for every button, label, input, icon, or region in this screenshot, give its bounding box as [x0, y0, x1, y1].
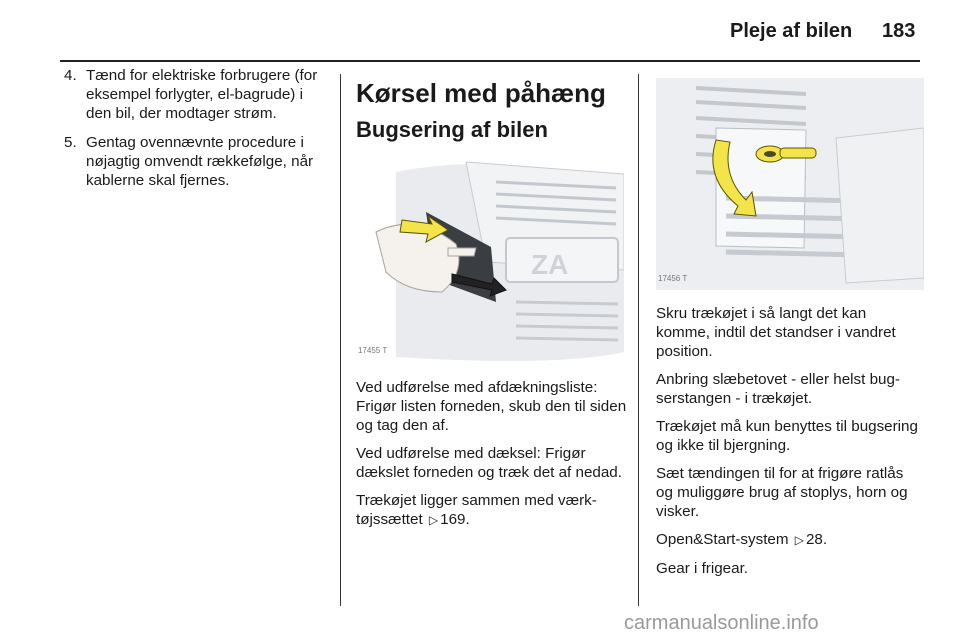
- paragraph: Gear i frigear.: [656, 560, 749, 577]
- column-1: [64, 66, 332, 200]
- paragraph-text: Trækøjet ligger sammen med værktøjssættet: [356, 492, 597, 528]
- list-item: [64, 133, 332, 190]
- towing-eye-drawing: [656, 78, 924, 290]
- svg-text:ZA: ZA: [531, 249, 569, 280]
- column-divider: [340, 74, 341, 606]
- watermark: carmanualsonline.info: [624, 612, 819, 634]
- header-divider: [60, 60, 920, 62]
- arrow-right-icon: ▷: [794, 533, 804, 547]
- list-text: Tænd for elektriske forbrugere (for eksempel forlygter, el-bagrude) i den bil, der modtager strøm.: [86, 67, 318, 122]
- paragraph: Trækøjet må kun benyttes til bugsering og ikke til bjergning.: [656, 418, 918, 454]
- paragraph: Sæt tændingen til for at frigøre ratlås og muliggøre brug af stoplys, horn og visker.: [656, 465, 908, 520]
- bumper-cover-drawing: [356, 152, 624, 362]
- column-2: [356, 78, 628, 539]
- subsection-heading: Bugsering af bilen: [356, 117, 548, 142]
- paragraph: Anbring slæbetovet - eller helst bugserstangen - i trækøjet.: [656, 371, 900, 407]
- arrow-right-icon: ▷: [428, 513, 439, 527]
- list-text: Gentag ovennævnte procedure i nøjagtig omvendt rækkefølge, når kablerne skal fjernes.: [86, 134, 314, 189]
- bumper-cover-removal-illustration: [356, 152, 624, 362]
- list-item: [64, 66, 332, 123]
- chapter-title: Pleje af bilen: [730, 20, 853, 42]
- paragraph: [356, 491, 628, 530]
- paragraph: [656, 530, 924, 550]
- paragraph-text: Open&Start-system: [656, 531, 789, 548]
- page-reference[interactable]: 28.: [805, 531, 828, 548]
- list-number: 4.: [64, 67, 77, 84]
- page-reference[interactable]: 169.: [440, 511, 470, 528]
- figure-code: 17456 T: [658, 274, 688, 283]
- column-3: [656, 78, 924, 587]
- section-heading: Kørsel med påhæng: [356, 78, 606, 108]
- towing-eye-illustration: [656, 78, 924, 290]
- list-number: 5.: [64, 134, 77, 151]
- paragraph: Ved udførelse med afdækningsliste: Frigør listen forneden, skub den til siden og tag den af.: [356, 379, 627, 434]
- figure-code: 17455 T: [358, 346, 388, 355]
- paragraph: Ved udførelse med dæksel: Frigør dækslet forneden og træk det af nedad.: [356, 445, 622, 481]
- paragraph: Skru trækøjet i så langt det kan komme, indtil det standser i vandret position.: [656, 305, 896, 360]
- column-divider: [638, 74, 639, 606]
- page-number: 183: [882, 20, 916, 42]
